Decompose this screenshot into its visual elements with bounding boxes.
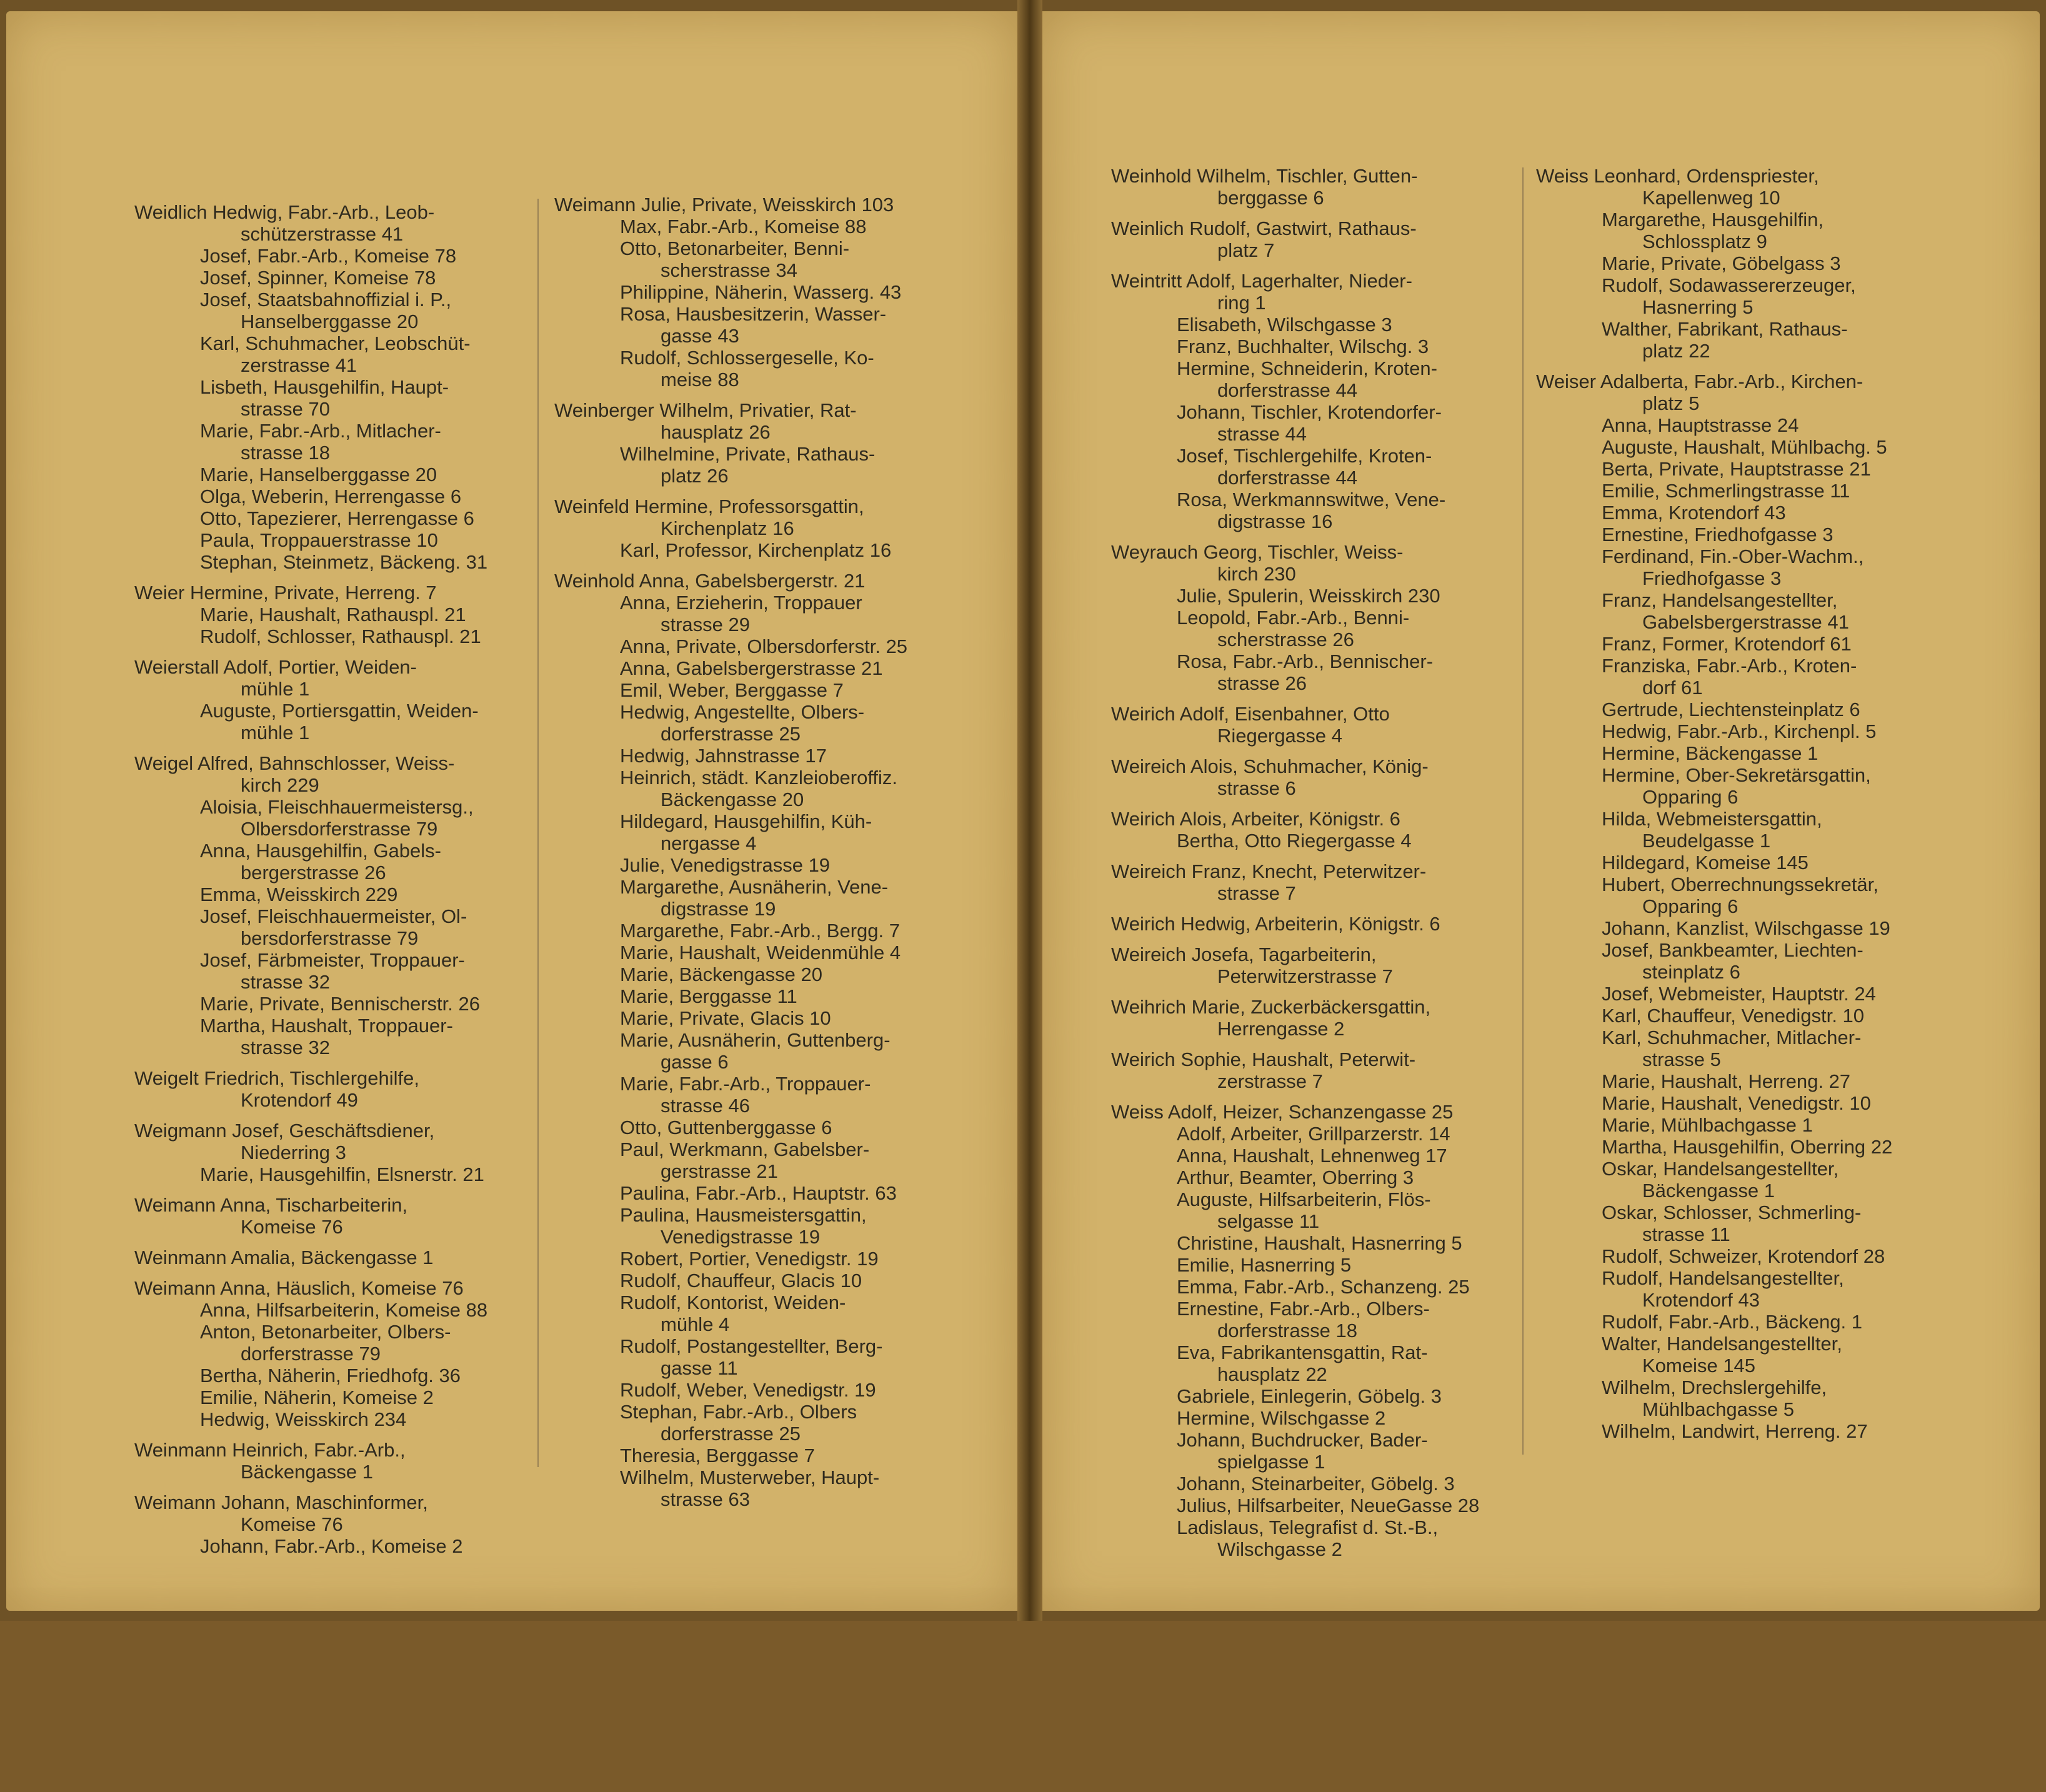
directory-entry: Arthur, Beamter, Oberring 3 (1177, 1167, 1414, 1188)
directory-entry: dorf 61 (1642, 677, 1703, 699)
directory-entry: Max, Fabr.-Arb., Komeise 88 (620, 216, 867, 237)
directory-entry: Heinrich, städt. Kanzleioberoffiz. (620, 767, 897, 789)
directory-entry: Friedhofgasse 3 (1642, 567, 1782, 589)
directory-entry: Martha, Hausgehilfin, Oberring 22 (1602, 1136, 1893, 1158)
directory-entry: Hermine, Ober-Sekretärsgattin, (1602, 764, 1871, 786)
directory-entry: Marie, Private, Bennischerstr. 26 (200, 993, 480, 1015)
directory-entry: Emilie, Hasnerring 5 (1177, 1254, 1352, 1276)
directory-entry: dorferstrasse 18 (1217, 1320, 1357, 1342)
directory-entry: Stephan, Fabr.-Arb., Olbers (620, 1401, 857, 1423)
directory-entry: mühle 1 (241, 722, 310, 744)
left-page-column-1 (134, 192, 534, 1792)
directory-entry: Weidlich Hedwig, Fabr.-Arb., Leob- (134, 201, 435, 223)
directory-entry: Wilhelm, Musterweber, Haupt- (620, 1466, 880, 1488)
directory-entry: Anna, Hauptstrasse 24 (1602, 414, 1799, 436)
directory-entry: Philippine, Näherin, Wasserg. 43 (620, 281, 902, 303)
directory-entry: Josef, Webmeister, Hauptstr. 24 (1602, 983, 1876, 1005)
directory-entry: Paula, Troppauerstrasse 10 (200, 529, 438, 551)
directory-entry: selgasse 11 (1217, 1210, 1320, 1232)
directory-entry: Hedwig, Jahnstrasse 17 (620, 745, 827, 767)
directory-entry: strasse 46 (661, 1095, 751, 1117)
directory-entry: Komeise 145 (1642, 1355, 1755, 1376)
directory-entry: dorferstrasse 44 (1217, 379, 1357, 401)
directory-entry: Emma, Weisskirch 229 (200, 884, 398, 905)
directory-entry: Leopold, Fabr.-Arb., Benni- (1177, 607, 1410, 629)
directory-entry: Margarethe, Ausnäherin, Vene- (620, 876, 889, 898)
directory-entry: Hubert, Oberrechnungssekretär, (1602, 874, 1879, 895)
directory-entry: dorferstrasse 44 (1217, 467, 1357, 489)
directory-entry: Niederring 3 (241, 1142, 346, 1163)
directory-entry: Anna, Hilfsarbeiterin, Komeise 88 (200, 1299, 488, 1321)
directory-entry: Johann, Tischler, Krotendorfer- (1177, 401, 1442, 423)
directory-entry: Bertha, Näherin, Friedhofg. 36 (200, 1365, 461, 1386)
directory-entry: Marie, Haushalt, Weidenmühle 4 (620, 942, 901, 963)
directory-entry: Rudolf, Handelsangestellter, (1602, 1267, 1844, 1289)
directory-entry: platz 22 (1642, 340, 1710, 362)
directory-entry: Mühlbachgasse 5 (1642, 1398, 1794, 1420)
directory-entry: Theresia, Berggasse 7 (620, 1445, 815, 1466)
directory-entry: Karl, Schuhmacher, Leobschüt- (200, 332, 471, 354)
directory-entry: Emma, Krotendorf 43 (1602, 502, 1786, 524)
directory-entry: Hildegard, Komeise 145 (1602, 852, 1809, 874)
directory-entry: Hedwig, Angestellte, Olbers- (620, 701, 865, 723)
directory-entry: Rosa, Werkmannswitwe, Vene- (1177, 489, 1446, 510)
directory-entry: Weiss Leonhard, Ordenspriester, (1536, 165, 1819, 187)
directory-entry: Marie, Ausnäherin, Guttenberg- (620, 1029, 891, 1051)
directory-entry: Weinhold Anna, Gabelsbergerstr. 21 (554, 570, 866, 592)
directory-entry: digstrasse 19 (661, 898, 776, 920)
directory-entry: Marie, Bäckengasse 20 (620, 963, 822, 985)
directory-entry: Ladislaus, Telegrafist d. St.-B., (1177, 1516, 1439, 1538)
directory-entry: Peterwitzerstrasse 7 (1217, 965, 1393, 987)
directory-entry: dorferstrasse 79 (241, 1343, 381, 1365)
directory-entry: Julius, Hilfsarbeiter, NeueGasse 28 (1177, 1495, 1480, 1516)
directory-entry: Riegergasse 4 (1217, 725, 1342, 747)
directory-entry: Weierstall Adolf, Portier, Weiden- (134, 656, 417, 678)
right-page-column-1 (1111, 156, 1517, 1756)
directory-entry: Weimann Anna, Häuslich, Komeise 76 (134, 1277, 464, 1299)
directory-entry: Rudolf, Kontorist, Weiden- (620, 1292, 846, 1313)
directory-entry: Emilie, Näherin, Komeise 2 (200, 1386, 434, 1408)
directory-entry: Hedwig, Weisskirch 234 (200, 1408, 407, 1430)
right-page-column-2 (1536, 156, 1942, 1756)
directory-entry: Johann, Kanzlist, Wilschgasse 19 (1602, 917, 1890, 939)
directory-entry: dorferstrasse 25 (661, 723, 801, 745)
directory-entry: Karl, Professor, Kirchenplatz 16 (620, 539, 892, 561)
directory-entry: Paul, Werkmann, Gabelsber- (620, 1138, 870, 1160)
directory-entry: Josef, Fleischhauermeister, Ol- (200, 905, 467, 927)
directory-entry: Karl, Chauffeur, Venedigstr. 10 (1602, 1005, 1864, 1027)
directory-entry: Ernestine, Friedhofgasse 3 (1602, 524, 1834, 545)
directory-entry: Marie, Haushalt, Rathauspl. 21 (200, 604, 466, 625)
directory-entry: Auguste, Hilfsarbeiterin, Flös- (1177, 1188, 1431, 1210)
directory-entry: Johann, Buchdrucker, Bader- (1177, 1429, 1428, 1451)
directory-entry: gerstrasse 21 (661, 1160, 778, 1182)
directory-entry: Paulina, Hausmeistersgattin, (620, 1204, 867, 1226)
directory-entry: Bäckengasse 1 (241, 1461, 373, 1483)
left-page-column-2 (554, 185, 961, 1785)
directory-entry: Marie, Berggasse 11 (620, 985, 797, 1007)
directory-entry: Rosa, Hausbesitzerin, Wasser- (620, 303, 887, 325)
directory-entry: Weigmann Josef, Geschäftsdiener, (134, 1120, 435, 1142)
directory-entry: schützerstrasse 41 (241, 223, 404, 245)
directory-entry: strasse 26 (1217, 672, 1307, 694)
directory-entry: Komeise 76 (241, 1513, 343, 1535)
directory-entry: Marie, Private, Göbelgass 3 (1602, 252, 1841, 274)
directory-entry: Wilhelmine, Private, Rathaus- (620, 443, 876, 465)
directory-entry: berggasse 6 (1217, 187, 1324, 209)
directory-entry: Komeise 76 (241, 1216, 343, 1238)
directory-entry: Marie, Fabr.-Arb., Troppauer- (620, 1073, 871, 1095)
directory-entry: Weireich Josefa, Tagarbeiterin, (1111, 943, 1377, 965)
directory-entry: strasse 6 (1217, 777, 1296, 799)
directory-entry: Hedwig, Fabr.-Arb., Kirchenpl. 5 (1602, 720, 1877, 742)
directory-entry: Wilschgasse 2 (1217, 1538, 1342, 1560)
directory-entry: Gertrude, Liechtensteinplatz 6 (1602, 699, 1860, 720)
directory-entry: Oskar, Schlosser, Schmerling- (1602, 1202, 1862, 1223)
directory-entry: Josef, Bankbeamter, Liechten- (1602, 939, 1864, 961)
directory-entry: Weigel Alfred, Bahnschlosser, Weiss- (134, 752, 455, 774)
directory-entry: Bertha, Otto Riegergasse 4 (1177, 830, 1412, 852)
directory-entry: strasse 5 (1642, 1048, 1721, 1070)
column-divider (537, 199, 539, 1467)
directory-entry: Auguste, Haushalt, Mühlbachg. 5 (1602, 436, 1887, 458)
directory-entry: Anton, Betonarbeiter, Olbers- (200, 1321, 451, 1343)
directory-entry: strasse 11 (1642, 1223, 1730, 1245)
directory-entry: Stephan, Steinmetz, Bäckeng. 31 (200, 551, 488, 573)
directory-entry: Gabelsbergerstrasse 41 (1642, 611, 1849, 633)
directory-entry: Weirich Adolf, Eisenbahner, Otto (1111, 703, 1390, 725)
directory-entry: Josef, Tischlergehilfe, Kroten- (1177, 445, 1432, 467)
directory-entry: Weier Hermine, Private, Herreng. 7 (134, 582, 437, 604)
directory-entry: Marie, Private, Glacis 10 (620, 1007, 831, 1029)
directory-entry: Emilie, Schmerlingstrasse 11 (1602, 480, 1850, 502)
directory-entry: strasse 18 (241, 442, 331, 464)
directory-entry: Wilhelm, Landwirt, Herreng. 27 (1602, 1420, 1868, 1442)
directory-entry: Marie, Haushalt, Venedigstr. 10 (1602, 1092, 1871, 1114)
directory-entry: Kapellenweg 10 (1642, 187, 1780, 209)
directory-entry: Bäckengasse 1 (1642, 1180, 1775, 1202)
directory-entry: Rudolf, Schlossergeselle, Ko- (620, 347, 874, 369)
directory-entry: Hermine, Wilschgasse 2 (1177, 1407, 1386, 1429)
directory-entry: steinplatz 6 (1642, 961, 1740, 983)
directory-entry: gasse 43 (661, 325, 739, 347)
directory-entry: mühle 1 (241, 678, 310, 700)
directory-entry: scherstrasse 34 (661, 259, 797, 281)
directory-entry: Johann, Fabr.-Arb., Komeise 2 (200, 1535, 463, 1557)
directory-entry: spielgasse 1 (1217, 1451, 1325, 1473)
directory-entry: Josef, Fabr.-Arb., Komeise 78 (200, 245, 457, 267)
directory-entry: Opparing 6 (1642, 786, 1739, 808)
directory-entry: mühle 4 (661, 1313, 730, 1335)
directory-entry: Walther, Fabrikant, Rathaus- (1602, 318, 1848, 340)
directory-entry: Weireich Alois, Schuhmacher, König- (1111, 755, 1429, 777)
directory-entry: hausplatz 26 (661, 421, 771, 443)
directory-entry: Schlossplatz 9 (1642, 231, 1767, 252)
directory-entry: Josef, Spinner, Komeise 78 (200, 267, 436, 289)
directory-entry: Krotendorf 49 (241, 1089, 358, 1111)
directory-entry: Marie, Hanselberggasse 20 (200, 464, 437, 485)
right-page (1042, 11, 2040, 1611)
directory-entry: Weimann Julie, Private, Weisskirch 103 (554, 194, 894, 216)
directory-entry: Weinfeld Hermine, Professorsgattin, (554, 495, 864, 517)
directory-entry: strasse 29 (661, 614, 751, 635)
directory-entry: scherstrasse 26 (1217, 629, 1354, 650)
directory-entry: Franziska, Fabr.-Arb., Kroten- (1602, 655, 1857, 677)
directory-entry: Weinhold Wilhelm, Tischler, Gutten- (1111, 165, 1418, 187)
directory-entry: Otto, Guttenberggasse 6 (620, 1117, 832, 1138)
directory-entry: Opparing 6 (1642, 895, 1739, 917)
directory-entry: kirch 230 (1217, 563, 1296, 585)
column-divider (1522, 167, 1524, 1455)
directory-entry: Weirich Sophie, Haushalt, Peterwit- (1111, 1048, 1416, 1070)
directory-entry: hausplatz 22 (1217, 1363, 1327, 1385)
directory-entry: Wilhelm, Drechslergehilfe, (1602, 1376, 1827, 1398)
directory-entry: Emma, Fabr.-Arb., Schanzeng. 25 (1177, 1276, 1470, 1298)
directory-entry: digstrasse 16 (1217, 510, 1333, 532)
directory-entry: Emil, Weber, Berggasse 7 (620, 679, 844, 701)
directory-entry: Weinmann Amalia, Bäckengasse 1 (134, 1247, 434, 1268)
directory-entry: Rudolf, Schlosser, Rathauspl. 21 (200, 625, 481, 647)
directory-entry: Weinberger Wilhelm, Privatier, Rat- (554, 399, 857, 421)
directory-entry: Eva, Fabrikantensgattin, Rat- (1177, 1342, 1428, 1363)
directory-entry: Gabriele, Einlegerin, Göbelg. 3 (1177, 1385, 1442, 1407)
directory-entry: Josef, Färbmeister, Troppauer- (200, 949, 465, 971)
directory-entry: gasse 11 (661, 1357, 738, 1379)
directory-entry: Weigelt Friedrich, Tischlergehilfe, (134, 1067, 419, 1089)
directory-entry: Otto, Tapezierer, Herrengasse 6 (200, 507, 474, 529)
directory-entry: Franz, Former, Krotendorf 61 (1602, 633, 1852, 655)
directory-entry: Anna, Erzieherin, Troppauer (620, 592, 862, 614)
directory-entry: Weirich Alois, Arbeiter, Königstr. 6 (1111, 808, 1400, 830)
directory-entry: Weinlich Rudolf, Gastwirt, Rathaus- (1111, 217, 1417, 239)
directory-entry: Weihrich Marie, Zuckerbäckersgattin, (1111, 996, 1431, 1018)
directory-entry: nergasse 4 (661, 832, 757, 854)
directory-entry: Berta, Private, Hauptstrasse 21 (1602, 458, 1871, 480)
directory-entry: strasse 7 (1217, 882, 1296, 904)
directory-entry: Marie, Hausgehilfin, Elsnerstr. 21 (200, 1163, 484, 1185)
directory-entry: Otto, Betonarbeiter, Benni- (620, 237, 850, 259)
directory-entry: dorferstrasse 25 (661, 1423, 801, 1445)
directory-entry: Anna, Private, Olbersdorferstr. 25 (620, 635, 908, 657)
directory-entry: Martha, Haushalt, Troppauer- (200, 1015, 453, 1037)
directory-entry: Rudolf, Fabr.-Arb., Bäckeng. 1 (1602, 1311, 1862, 1333)
directory-entry: bersdorferstrasse 79 (241, 927, 419, 949)
book-gutter (1017, 0, 1042, 1621)
directory-entry: Weirich Hedwig, Arbeiterin, Königstr. 6 (1111, 913, 1440, 935)
directory-entry: Hildegard, Hausgehilfin, Küh- (620, 810, 872, 832)
directory-entry: Herrengasse 2 (1217, 1018, 1345, 1040)
directory-entry: strasse 32 (241, 1037, 331, 1058)
directory-entry: Weimann Anna, Tischarbeiterin, (134, 1194, 408, 1216)
directory-entry: Aloisia, Fleischhauermeistersg., (200, 796, 474, 818)
directory-entry: Margarethe, Fabr.-Arb., Bergg. 7 (620, 920, 900, 942)
directory-entry: Beudelgasse 1 (1642, 830, 1771, 852)
directory-entry: zerstrasse 7 (1217, 1070, 1323, 1092)
directory-entry: strasse 32 (241, 971, 331, 993)
directory-entry: Marie, Fabr.-Arb., Mitlacher- (200, 420, 441, 442)
directory-entry: Rosa, Fabr.-Arb., Bennischer- (1177, 650, 1434, 672)
directory-entry: kirch 229 (241, 774, 319, 796)
directory-entry: Weiss Adolf, Heizer, Schanzengasse 25 (1111, 1101, 1454, 1123)
directory-entry: Christine, Haushalt, Hasnerring 5 (1177, 1232, 1462, 1254)
directory-entry: Rudolf, Postangestellter, Berg- (620, 1335, 883, 1357)
directory-entry: Weimann Johann, Maschinformer, (134, 1491, 428, 1513)
directory-entry: Rudolf, Schweizer, Krotendorf 28 (1602, 1245, 1885, 1267)
directory-entry: Lisbeth, Hausgehilfin, Haupt- (200, 376, 449, 398)
directory-entry: Weintritt Adolf, Lagerhalter, Nieder- (1111, 270, 1412, 292)
directory-entry: meise 88 (661, 369, 739, 391)
directory-entry: Rudolf, Sodawassererzeuger, (1602, 274, 1856, 296)
directory-entry: Bäckengasse 20 (661, 789, 804, 810)
directory-entry: Ernestine, Fabr.-Arb., Olbers- (1177, 1298, 1430, 1320)
directory-entry: Franz, Buchhalter, Wilschg. 3 (1177, 336, 1429, 357)
directory-entry: ring 1 (1217, 292, 1266, 314)
left-page (6, 11, 1017, 1611)
directory-entry: Anna, Haushalt, Lehnenweg 17 (1177, 1145, 1447, 1167)
directory-entry: Auguste, Portiersgattin, Weiden- (200, 700, 479, 722)
directory-entry: Ferdinand, Fin.-Ober-Wachm., (1602, 545, 1864, 567)
directory-entry: Karl, Schuhmacher, Mitlacher- (1602, 1027, 1862, 1048)
directory-entry: Venedigstrasse 19 (661, 1226, 821, 1248)
directory-entry: Marie, Haushalt, Herreng. 27 (1602, 1070, 1851, 1092)
directory-entry: Weyrauch Georg, Tischler, Weiss- (1111, 541, 1404, 563)
directory-entry: Anna, Hausgehilfin, Gabels- (200, 840, 442, 862)
directory-entry: Krotendorf 43 (1642, 1289, 1760, 1311)
directory-entry: Hasnerring 5 (1642, 296, 1754, 318)
directory-entry: strasse 70 (241, 398, 331, 420)
directory-entry: Marie, Mühlbachgasse 1 (1602, 1114, 1813, 1136)
directory-entry: Rudolf, Weber, Venedigstr. 19 (620, 1379, 876, 1401)
directory-entry: strasse 63 (661, 1488, 751, 1510)
directory-entry: gasse 6 (661, 1051, 729, 1073)
directory-entry: zerstrasse 41 (241, 354, 357, 376)
directory-entry: Rudolf, Chauffeur, Glacis 10 (620, 1270, 862, 1292)
directory-entry: strasse 44 (1217, 423, 1307, 445)
directory-entry: Weinmann Heinrich, Fabr.-Arb., (134, 1439, 406, 1461)
directory-entry: Elisabeth, Wilschgasse 3 (1177, 314, 1392, 336)
directory-entry: Robert, Portier, Venedigstr. 19 (620, 1248, 879, 1270)
directory-entry: Weireich Franz, Knecht, Peterwitzer- (1111, 860, 1427, 882)
directory-entry: Weiser Adalberta, Fabr.-Arb., Kirchen- (1536, 371, 1864, 392)
directory-entry: Franz, Handelsangestellter, (1602, 589, 1838, 611)
directory-entry: Hermine, Schneiderin, Kroten- (1177, 357, 1437, 379)
directory-entry: Julie, Spulerin, Weisskirch 230 (1177, 585, 1440, 607)
directory-entry: Olbersdorferstrasse 79 (241, 818, 438, 840)
directory-entry: Hermine, Bäckengasse 1 (1602, 742, 1819, 764)
directory-entry: Walter, Handelsangestellter, (1602, 1333, 1842, 1355)
directory-entry: platz 26 (661, 465, 729, 487)
directory-entry: Anna, Gabelsbergerstrasse 21 (620, 657, 883, 679)
directory-entry: Paulina, Fabr.-Arb., Hauptstr. 63 (620, 1182, 897, 1204)
directory-entry: platz 5 (1642, 392, 1700, 414)
directory-entry: Kirchenplatz 16 (661, 517, 794, 539)
directory-entry: bergerstrasse 26 (241, 862, 386, 884)
directory-entry: platz 7 (1217, 239, 1275, 261)
directory-entry: Margarethe, Hausgehilfin, (1602, 209, 1824, 231)
directory-entry: Adolf, Arbeiter, Grillparzerstr. 14 (1177, 1123, 1450, 1145)
directory-entry: Olga, Weberin, Herrengasse 6 (200, 485, 462, 507)
directory-entry: Hanselberggasse 20 (241, 311, 419, 332)
directory-entry: Josef, Staatsbahnoffizial i. P., (200, 289, 452, 311)
directory-entry: Julie, Venedigstrasse 19 (620, 854, 831, 876)
directory-entry: Johann, Steinarbeiter, Göbelg. 3 (1177, 1473, 1455, 1495)
directory-entry: Hilda, Webmeistersgattin, (1602, 808, 1822, 830)
directory-entry: Oskar, Handelsangestellter, (1602, 1158, 1839, 1180)
